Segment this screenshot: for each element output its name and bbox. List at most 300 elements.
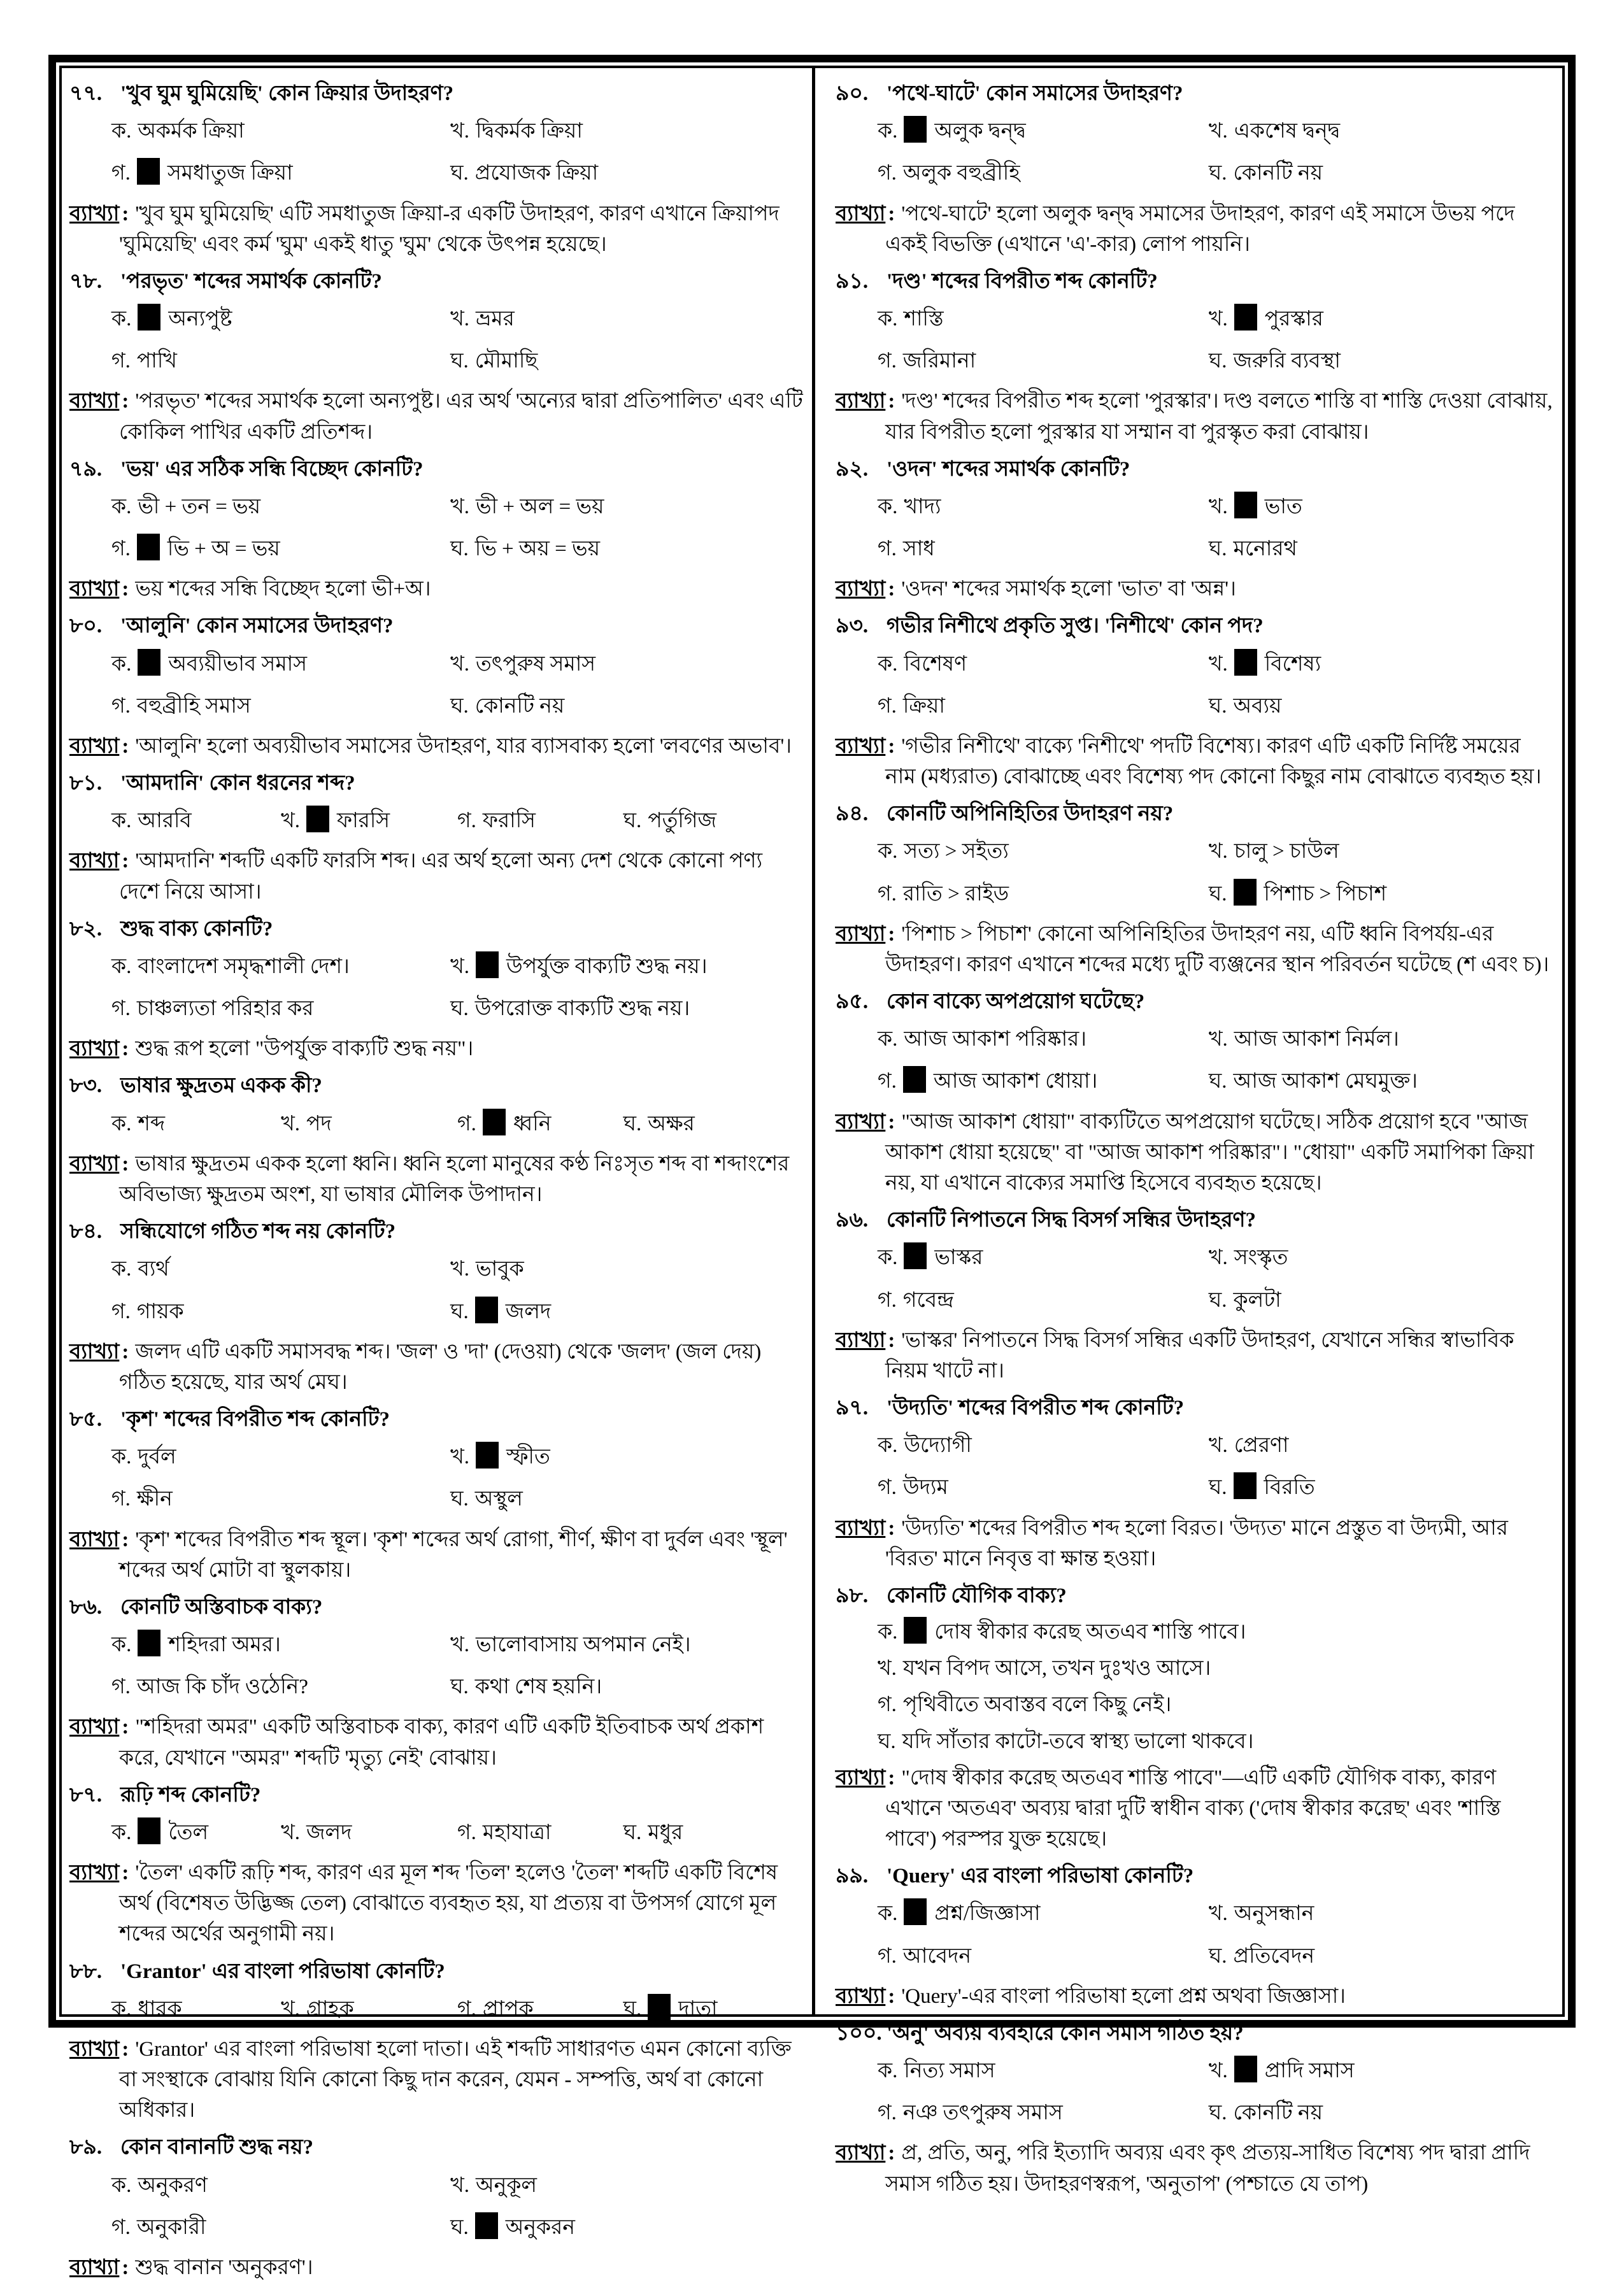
option-text: বাংলাদেশ সমৃদ্ধশালী দেশ। (138, 955, 350, 978)
option-text: ভালোবাসায় অপমান নেই। (476, 1633, 691, 1657)
option-text: কোনটি নয় (474, 694, 565, 718)
option-text: জরিমানা (902, 350, 976, 373)
explanation-colon: : (888, 922, 895, 946)
explanation (836, 919, 1553, 980)
options-group (69, 1812, 803, 1854)
option-label: গ. (111, 694, 131, 718)
option-label: ঘ. (623, 1997, 642, 2021)
option (878, 158, 1209, 188)
option-text: আরবি (138, 809, 192, 833)
option (878, 1066, 1209, 1097)
option-text: ভাত (1264, 495, 1302, 518)
explanation-label: ব্যাখ্যা (69, 390, 120, 413)
question-block (836, 799, 1553, 980)
option-text: দুর্বল (138, 1446, 176, 1469)
explanation-label: ব্যাখ্যা (836, 1984, 886, 2008)
question-number: ১০০. (836, 2021, 882, 2045)
explanation-colon: : (888, 1766, 895, 1789)
option (450, 116, 803, 146)
option-text: উপর্যুক্ত বাক্যটি শুদ্ধ নয়। (506, 955, 708, 978)
option (1209, 534, 1553, 564)
question-header (69, 266, 803, 297)
explanation-label: ব্যাখ্যা (69, 1152, 120, 1176)
option (281, 1994, 457, 2024)
explanation-text: 'ওদন' শব্দের সমার্থক হলো 'ভাত' বা 'অন্ন'। (901, 578, 1236, 601)
explanation-text: "আজ আকাশ ধোয়া" বাক্যটিতে অপপ্রয়োগ ঘটেছে। সঠিক প্রয়োগ হবে "আজ আকাশ ধোয়া হয়েছে" বা "আজ আকাশ পরিষ্কার"। "ধোয়া" একটি সমাপিকা ক্রিয়া নয়, যা এখানে বাক্যের সমাপ্তি হিসেবে ব্যবহৃত হয়েছে। (885, 1110, 1534, 1195)
option-label: খ. (450, 652, 470, 676)
option-text: শহিদরা অমর। (168, 1633, 281, 1657)
option-text: গ্রাহক (306, 1997, 354, 2021)
option-label: গ. (878, 1288, 897, 1312)
question-header (836, 1205, 1553, 1235)
option-text: অনুকারী (136, 2215, 206, 2239)
option-text: স্ফীত (506, 1446, 550, 1469)
option (111, 304, 450, 334)
question-header (836, 799, 1553, 829)
question-header (69, 78, 803, 109)
answer-marker (138, 1817, 160, 1844)
option (878, 1653, 1553, 1684)
explanation-label: ব্যাখ্যা (836, 1766, 886, 1789)
question-block (69, 1592, 803, 1774)
question-text: 'আলুনি' কোন সমাসের উদাহরণ? (120, 615, 394, 638)
answer-marker (904, 116, 927, 143)
option-label: খ. (281, 809, 300, 833)
question-block (69, 1956, 803, 2126)
option-text: অব্যয়ীভাব সমাস (168, 652, 308, 676)
option-text: ভী + অল = ভয় (476, 495, 604, 518)
explanation (69, 1034, 803, 1064)
question-text: 'পরভৃত' শব্দের সমার্থক কোনটি? (120, 269, 382, 293)
explanation (69, 1337, 803, 1398)
explanation-colon: : (888, 1328, 895, 1352)
question-block (69, 914, 803, 1065)
option-label: ক. (878, 120, 898, 143)
options-group (836, 1617, 1553, 1757)
question-text: রূঢ়ি শব্দ কোনটি? (120, 1783, 261, 1807)
option-text: মনোরথ (1233, 537, 1297, 561)
option (111, 158, 450, 188)
option-text: বিরতি (1264, 1476, 1315, 1500)
option (450, 2212, 803, 2243)
option-text: কোনটি নয় (1233, 162, 1323, 185)
question-number: ৭৮. (69, 269, 103, 293)
option (878, 1617, 1553, 1647)
option-text: ক্ষীন (136, 1488, 173, 1511)
option-text: শব্দ (138, 1112, 166, 1135)
option-text: মধুর (648, 1821, 683, 1844)
option (450, 1630, 803, 1660)
option-label: গ. (878, 1944, 897, 1968)
option-label: গ. (111, 1488, 131, 1511)
option-label: ক. (111, 1112, 132, 1135)
explanation (836, 386, 1553, 447)
question-header (69, 454, 803, 485)
question-text: 'উদ্যতি' শব্দের বিপরীত শব্দ কোনটি? (887, 1397, 1185, 1420)
option-text: খাদ্য (904, 495, 941, 518)
question-text: 'খুব ঘুম ঘুমিয়েছি' কোন ক্রিয়ার উদাহরণ? (120, 82, 454, 105)
option (450, 346, 803, 376)
question-block (69, 768, 803, 907)
option (1209, 879, 1553, 909)
option (878, 304, 1209, 334)
option-text: অনুকরণ (138, 2173, 208, 2197)
option (878, 1941, 1209, 1972)
option (878, 879, 1209, 909)
option (878, 2098, 1209, 2128)
option-text: সংস্কৃত (1234, 1246, 1288, 1270)
option (450, 1442, 803, 1472)
option-label: ঘ. (450, 2215, 469, 2239)
question-header (69, 611, 803, 641)
option-label: ঘ. (1208, 1070, 1227, 1093)
explanation-colon: : (122, 1861, 129, 1885)
option (1209, 1285, 1553, 1316)
options-group (69, 2165, 803, 2249)
option-label: ক. (878, 840, 898, 864)
option-label: ক. (111, 955, 132, 978)
option-label: গ. (457, 1821, 476, 1844)
option-label: খ. (1208, 495, 1228, 518)
answer-marker (648, 1994, 671, 2021)
option-label: ক. (111, 1258, 132, 1281)
explanation (69, 386, 803, 447)
question-number: ৮৭. (69, 1783, 103, 1807)
option (878, 116, 1209, 146)
option-label: গ. (878, 350, 897, 373)
option-label: ক. (111, 1997, 132, 2021)
option (878, 649, 1209, 679)
answer-marker (1234, 1472, 1257, 1499)
explanation-label: ব্যাখ্যা (69, 1861, 120, 1885)
explanation-label: ব্যাখ্যা (836, 202, 886, 225)
options-group (69, 643, 803, 727)
option-label: গ. (457, 1997, 476, 2021)
answer-marker (1234, 492, 1257, 518)
option-text: মহাযাত্রা (482, 1821, 552, 1844)
question-number: ৯৬. (836, 1209, 869, 1232)
explanation (69, 2252, 803, 2283)
explanation-text: শুদ্ধ রূপ হলো "উপর্যুক্ত বাক্যটি শুদ্ধ নয়"। (135, 1037, 474, 1061)
option-text: উপরোক্ত বাক্যটি শুদ্ধ নয়। (474, 997, 690, 1021)
option (1209, 116, 1553, 146)
option-label: ক. (878, 2059, 898, 2083)
option-text: বিশেষ্য (1264, 652, 1321, 676)
left-column (62, 68, 812, 2279)
explanation-text: 'খুব ঘুম ঘুমিয়েছি' এটি সমধাতুজ ক্রিয়া-র একটি উদাহরণ, কারণ এখানে ক্রিয়াপদ 'ঘুমিয়েছি' এবং কর্ম 'ঘুম' একই ধাতু 'ঘুম' থেকে উৎপন্ন হয়েছে। (119, 202, 780, 256)
option-label: গ. (111, 162, 131, 185)
option-label: গ. (878, 1070, 897, 1093)
option (1209, 2098, 1553, 2128)
option (450, 304, 803, 334)
option-text: অস্থুল (474, 1488, 523, 1511)
explanation (836, 1325, 1553, 1386)
explanation-text: "দোষ স্বীকার করেছ অতএব শাস্তি পাবে"—এটি একটি যৌগিক বাক্য, কারণ এখানে 'অতএব' অব্যয় দ্বারা দুটি স্বাধীন বাক্য ('দোষ স্বীকার করেছ' এবং 'শাস্তি পাবে') পরস্পর যুক্ত হয়েছে। (885, 1766, 1501, 1851)
explanation-colon: : (888, 1110, 895, 1134)
answer-marker (476, 1442, 499, 1469)
option (450, 1484, 803, 1514)
option (111, 2170, 450, 2201)
option-label: ক. (111, 1821, 132, 1844)
options-group (69, 1248, 803, 1332)
option-label: ঘ. (450, 997, 469, 1021)
option-text: সত্য > সইত্য (904, 840, 1009, 864)
explanation-text: 'আমদানি' শব্দটি একটি ফারসি শব্দ। এর অর্থ হলো অন্য দেশ থেকে কোনো পণ্য দেশে নিয়ে আসা। (119, 850, 763, 904)
option (1209, 1898, 1553, 1929)
explanation-text: 'Query'-এর বাংলা পরিভাষা হলো প্রশ্ন অথবা জিজ্ঞাসা। (901, 1984, 1346, 2008)
explanation (69, 574, 803, 604)
explanation-colon: : (122, 2037, 129, 2061)
explanation-text: 'পিশাচ > পিচাশ' কোনো অপিনিহিতির উদাহরণ নয়, এটি ধ্বনি বিপর্যয়-এর উদাহরণ। কারণ এখানে শব্দের মধ্যে দুটি ব্যঞ্জনের স্থান পরিবর্তন ঘটেছে (শ এবং চ)। (885, 922, 1549, 976)
explanation-label: ব্যাখ্যা (69, 1340, 120, 1363)
question-text: 'Query' এর বাংলা পরিভাষা কোনটি? (887, 1865, 1194, 1888)
question-text: 'দণ্ড' শব্দের বিপরীত শব্দ কোনটি? (887, 269, 1158, 293)
option-text: যদি সাঁতার কাটো-তবে স্বাস্থ্য ভালো থাকবে। (902, 1730, 1254, 1753)
option-text: আজ কি চাঁদ ওঠেনি? (136, 1675, 308, 1699)
explanation-colon: : (122, 734, 129, 758)
option-text: পিশাচ > পিচাশ (1264, 882, 1387, 906)
option-text: পর্তুগিজ (648, 809, 717, 833)
option (878, 534, 1209, 564)
option-label: ঘ. (450, 1675, 469, 1699)
option (1209, 691, 1553, 722)
option-label: ঘ. (878, 1730, 896, 1753)
question-text: কোন বানানটি শুদ্ধ নয়? (120, 2136, 314, 2159)
option-text: অলুক দ্বন্দ্ব (934, 120, 1026, 143)
option (457, 1109, 623, 1139)
option (1209, 1066, 1553, 1097)
explanation-colon: : (888, 390, 895, 413)
option-text: প্রতিবেদন (1233, 1944, 1315, 1968)
option (878, 492, 1209, 522)
options-group (836, 1893, 1553, 1977)
option-text: অনুকূল (476, 2173, 538, 2197)
option-label: ঘ. (1208, 1476, 1227, 1500)
explanation (69, 199, 803, 260)
explanation-colon: : (122, 1037, 129, 1061)
answer-marker (137, 158, 160, 185)
question-header (69, 1216, 803, 1247)
option (623, 1109, 803, 1139)
explanation-text: 'তৈল' একটি রূঢ়ি শব্দ, কারণ এর মূল শব্দ 'তিল' হলেও 'তৈল' শব্দটি একটি বিশেষ অর্থ (বিশেষত উদ্ভিজ্জ তেল) বোঝাতে ব্যবহৃত হয়, যা প্রত্যয় বা উপসর্গ যোগে মূল শব্দের অর্থের অনুগামী নয়। (119, 1861, 778, 1946)
option-text: একশেষ দ্বন্দ্ব (1234, 120, 1341, 143)
option (623, 806, 803, 836)
question-number: ৮৯. (69, 2136, 103, 2159)
question-text: 'কৃশ' শব্দের বিপরীত শব্দ কোনটি? (120, 1408, 390, 1432)
option-label: ক. (111, 809, 132, 833)
option (878, 1285, 1209, 1316)
question-header (836, 1393, 1553, 1423)
option (111, 534, 450, 564)
option-label: ক. (878, 1028, 898, 1051)
option-text: প্রাদি সমাস (1264, 2059, 1355, 2083)
option-text: ফারসি (336, 809, 390, 833)
option (450, 158, 803, 188)
option-text: ধারক (138, 1997, 182, 2021)
explanation-colon: : (888, 2142, 895, 2165)
question-block (69, 2132, 803, 2283)
option-text: অনুসন্ধান (1234, 1902, 1314, 1926)
explanation-colon: : (888, 202, 895, 225)
options-group (69, 110, 803, 194)
options-group (69, 486, 803, 570)
option (111, 1484, 450, 1514)
question-header (69, 1956, 803, 1987)
explanation (836, 731, 1553, 792)
question-text: গভীর নিশীথে প্রকৃতি সুপ্ত। 'নিশীথে' কোন পদ? (887, 615, 1264, 638)
option (1209, 1941, 1553, 1972)
options-group (69, 1988, 803, 2030)
explanation-text: প্র, প্রতি, অনু, পরি ইত্যাদি অব্যয় এবং কৃৎ প্রত্যয়-সাধিত বিশেষ্য পদ দ্বারা প্রাদি সমাস গঠিত হয়। উদাহরণস্বরূপ, 'অনুতাপ' (পশ্চাতে যে তাপ) (885, 2142, 1530, 2196)
question-number: ৯১. (836, 269, 869, 293)
option (111, 1254, 450, 1284)
explanation-colon: : (888, 1984, 895, 2008)
option (450, 492, 803, 522)
explanation (69, 1149, 803, 1210)
options-group (69, 1436, 803, 1520)
option (1209, 1430, 1553, 1461)
question-number: ৯৮. (836, 1584, 869, 1607)
option-label: গ. (878, 1476, 897, 1500)
question-number: ৯৭. (836, 1397, 869, 1420)
question-header (836, 454, 1553, 485)
question-number: ৯৫. (836, 990, 869, 1014)
option-text: শাস্তি (904, 308, 944, 331)
option (623, 1994, 803, 2024)
option-text: জলদ (306, 1821, 352, 1844)
option (457, 806, 623, 836)
question-block (836, 78, 1553, 260)
option-label: ক. (878, 308, 898, 331)
option-text: পৃথিবীতে অবাস্তব বলে কিছু নেই। (902, 1693, 1172, 1717)
option-label: গ. (111, 537, 131, 561)
question-block (69, 1780, 803, 1950)
option (281, 1109, 457, 1139)
option-text: আজ আকাশ পরিষ্কার। (904, 1028, 1087, 1051)
option (878, 1472, 1209, 1503)
option-text: অক্ষর (648, 1112, 695, 1135)
explanation-colon: : (888, 578, 895, 601)
option (1209, 158, 1553, 188)
answer-marker (483, 1109, 506, 1135)
question-text: কোনটি অপিনিহিতির উদাহরণ নয়? (887, 802, 1174, 826)
option (111, 993, 450, 1024)
option (1209, 346, 1553, 376)
option (878, 1024, 1209, 1055)
explanation-label: ব্যাখ্যা (69, 1037, 120, 1061)
question-number: ৯৯. (836, 1865, 869, 1888)
explanation-text: 'দণ্ড' শব্দের বিপরীত শব্দ হলো 'পুরস্কার'। দণ্ড বলতে শাস্তি বা শাস্তি দেওয়া বোঝায়, যার বিপরীত হলো পুরস্কার যা সম্মান বা পুরস্কৃত করা বোঝায়। (885, 390, 1553, 444)
explanation-label: ব্যাখ্যা (69, 578, 120, 601)
option (111, 1994, 281, 2024)
question-header (69, 1592, 803, 1623)
option-text: অব্যয় (1233, 694, 1282, 718)
option-text: কথা শেষ হয়নি। (474, 1675, 602, 1699)
option-text: পদ (306, 1112, 332, 1135)
answer-marker (475, 2212, 498, 2239)
option-label: গ. (878, 2102, 897, 2125)
option-label: ক. (878, 1434, 898, 1458)
option (111, 492, 450, 522)
option-label: খ. (450, 1633, 470, 1657)
option-text: জলদ (505, 1300, 552, 1323)
option-label: ক. (111, 1446, 132, 1469)
explanation-text: ভয় শব্দের সন্ধি বিচ্ছেদ হলো ভী+অ। (135, 578, 431, 601)
option-text: ভি + অয় = ভয় (474, 537, 601, 561)
options-group (836, 830, 1553, 914)
option-text: কোনটি নয় (1233, 2102, 1323, 2125)
option (111, 1297, 450, 1327)
option-text: সমধাতুজ ক্রিয়া (167, 162, 293, 185)
option-label: গ. (878, 882, 897, 906)
options-group (69, 298, 803, 382)
question-text: 'অনু' অব্যয় ব্যবহারে কোন সমাস গঠিত হয়? (887, 2021, 1244, 2045)
option-label: খ. (450, 955, 470, 978)
options-group (836, 1237, 1553, 1321)
option (450, 649, 803, 679)
option-label: গ. (457, 1112, 476, 1135)
answer-marker (306, 806, 329, 832)
option-text: আজ আকাশ ধোয়া। (933, 1070, 1098, 1093)
explanation-label: ব্যাখ্যা (836, 1110, 886, 1134)
question-text: 'Grantor' এর বাংলা পরিভাষা কোনটি? (120, 1959, 445, 1983)
answer-marker (1234, 649, 1257, 676)
option-text: আবেদন (902, 1944, 972, 1968)
option-label: ঘ. (450, 1488, 469, 1511)
explanation-colon: : (122, 390, 129, 413)
answer-marker (475, 1297, 498, 1323)
explanation (836, 1107, 1553, 1199)
option-text: চালু > চাউল (1234, 840, 1339, 864)
answer-marker (904, 1898, 927, 1925)
option-text: অন্যপুষ্ট (168, 308, 232, 331)
option (450, 1297, 803, 1327)
option-label: ক. (111, 652, 132, 676)
explanation-colon: : (122, 1340, 129, 1363)
options-group (69, 1624, 803, 1708)
option (1209, 1024, 1553, 1055)
option (281, 806, 457, 836)
option-text: দ্বিকর্মক ক্রিয়া (476, 120, 583, 143)
option-label: ক. (111, 1633, 132, 1657)
question-text: শুদ্ধ বাক্য কোনটি? (120, 917, 273, 941)
question-header (69, 1404, 803, 1435)
explanation-label: ব্যাখ্যা (69, 850, 120, 873)
explanation (69, 846, 803, 907)
question-number: ৭৯. (69, 457, 103, 481)
option-text: আজ আকাশ নির্মল। (1234, 1028, 1399, 1051)
option-label: খ. (450, 495, 470, 518)
option-text: প্রাপক (482, 1997, 534, 2021)
option (111, 1109, 281, 1139)
question-header (69, 2132, 803, 2163)
question-number: ৯৪. (836, 802, 869, 826)
explanation-text: 'গভীর নিশীথে' বাক্যে 'নিশীথে' পদটি বিশেষ্য। কারণ এটি একটি নির্দিষ্ট সময়ের নাম (মধ্যরাত) বোঝাচ্ছে এবং বিশেষ্য পদ কোনো কিছুর নাম বোঝাতে ব্যবহৃত হয়। (885, 734, 1542, 789)
explanation-label: ব্যাখ্যা (69, 202, 120, 225)
question-number: ৮১. (69, 772, 103, 795)
option-text: উদ্যোগী (904, 1434, 972, 1458)
option-label: গ. (111, 1675, 131, 1699)
option-label: খ. (1208, 120, 1228, 143)
option-text: অকর্মক ক্রিয়া (138, 120, 245, 143)
option-label: গ. (878, 162, 897, 185)
option-label: ক. (111, 2173, 132, 2197)
option-text: ব্যর্থ (138, 1258, 169, 1281)
option-label: খ. (1208, 308, 1228, 331)
explanation-text: 'উদ্যতি' শব্দের বিপরীত শব্দ হলো বিরত। 'উদ্যত' মানে প্রস্তুত বা উদ্যমী, আর 'বিরত' মানে নিবৃত্ত বা ক্ষান্ত হওয়া। (885, 1516, 1508, 1570)
option-label: গ. (111, 350, 131, 373)
explanation (836, 1513, 1553, 1574)
